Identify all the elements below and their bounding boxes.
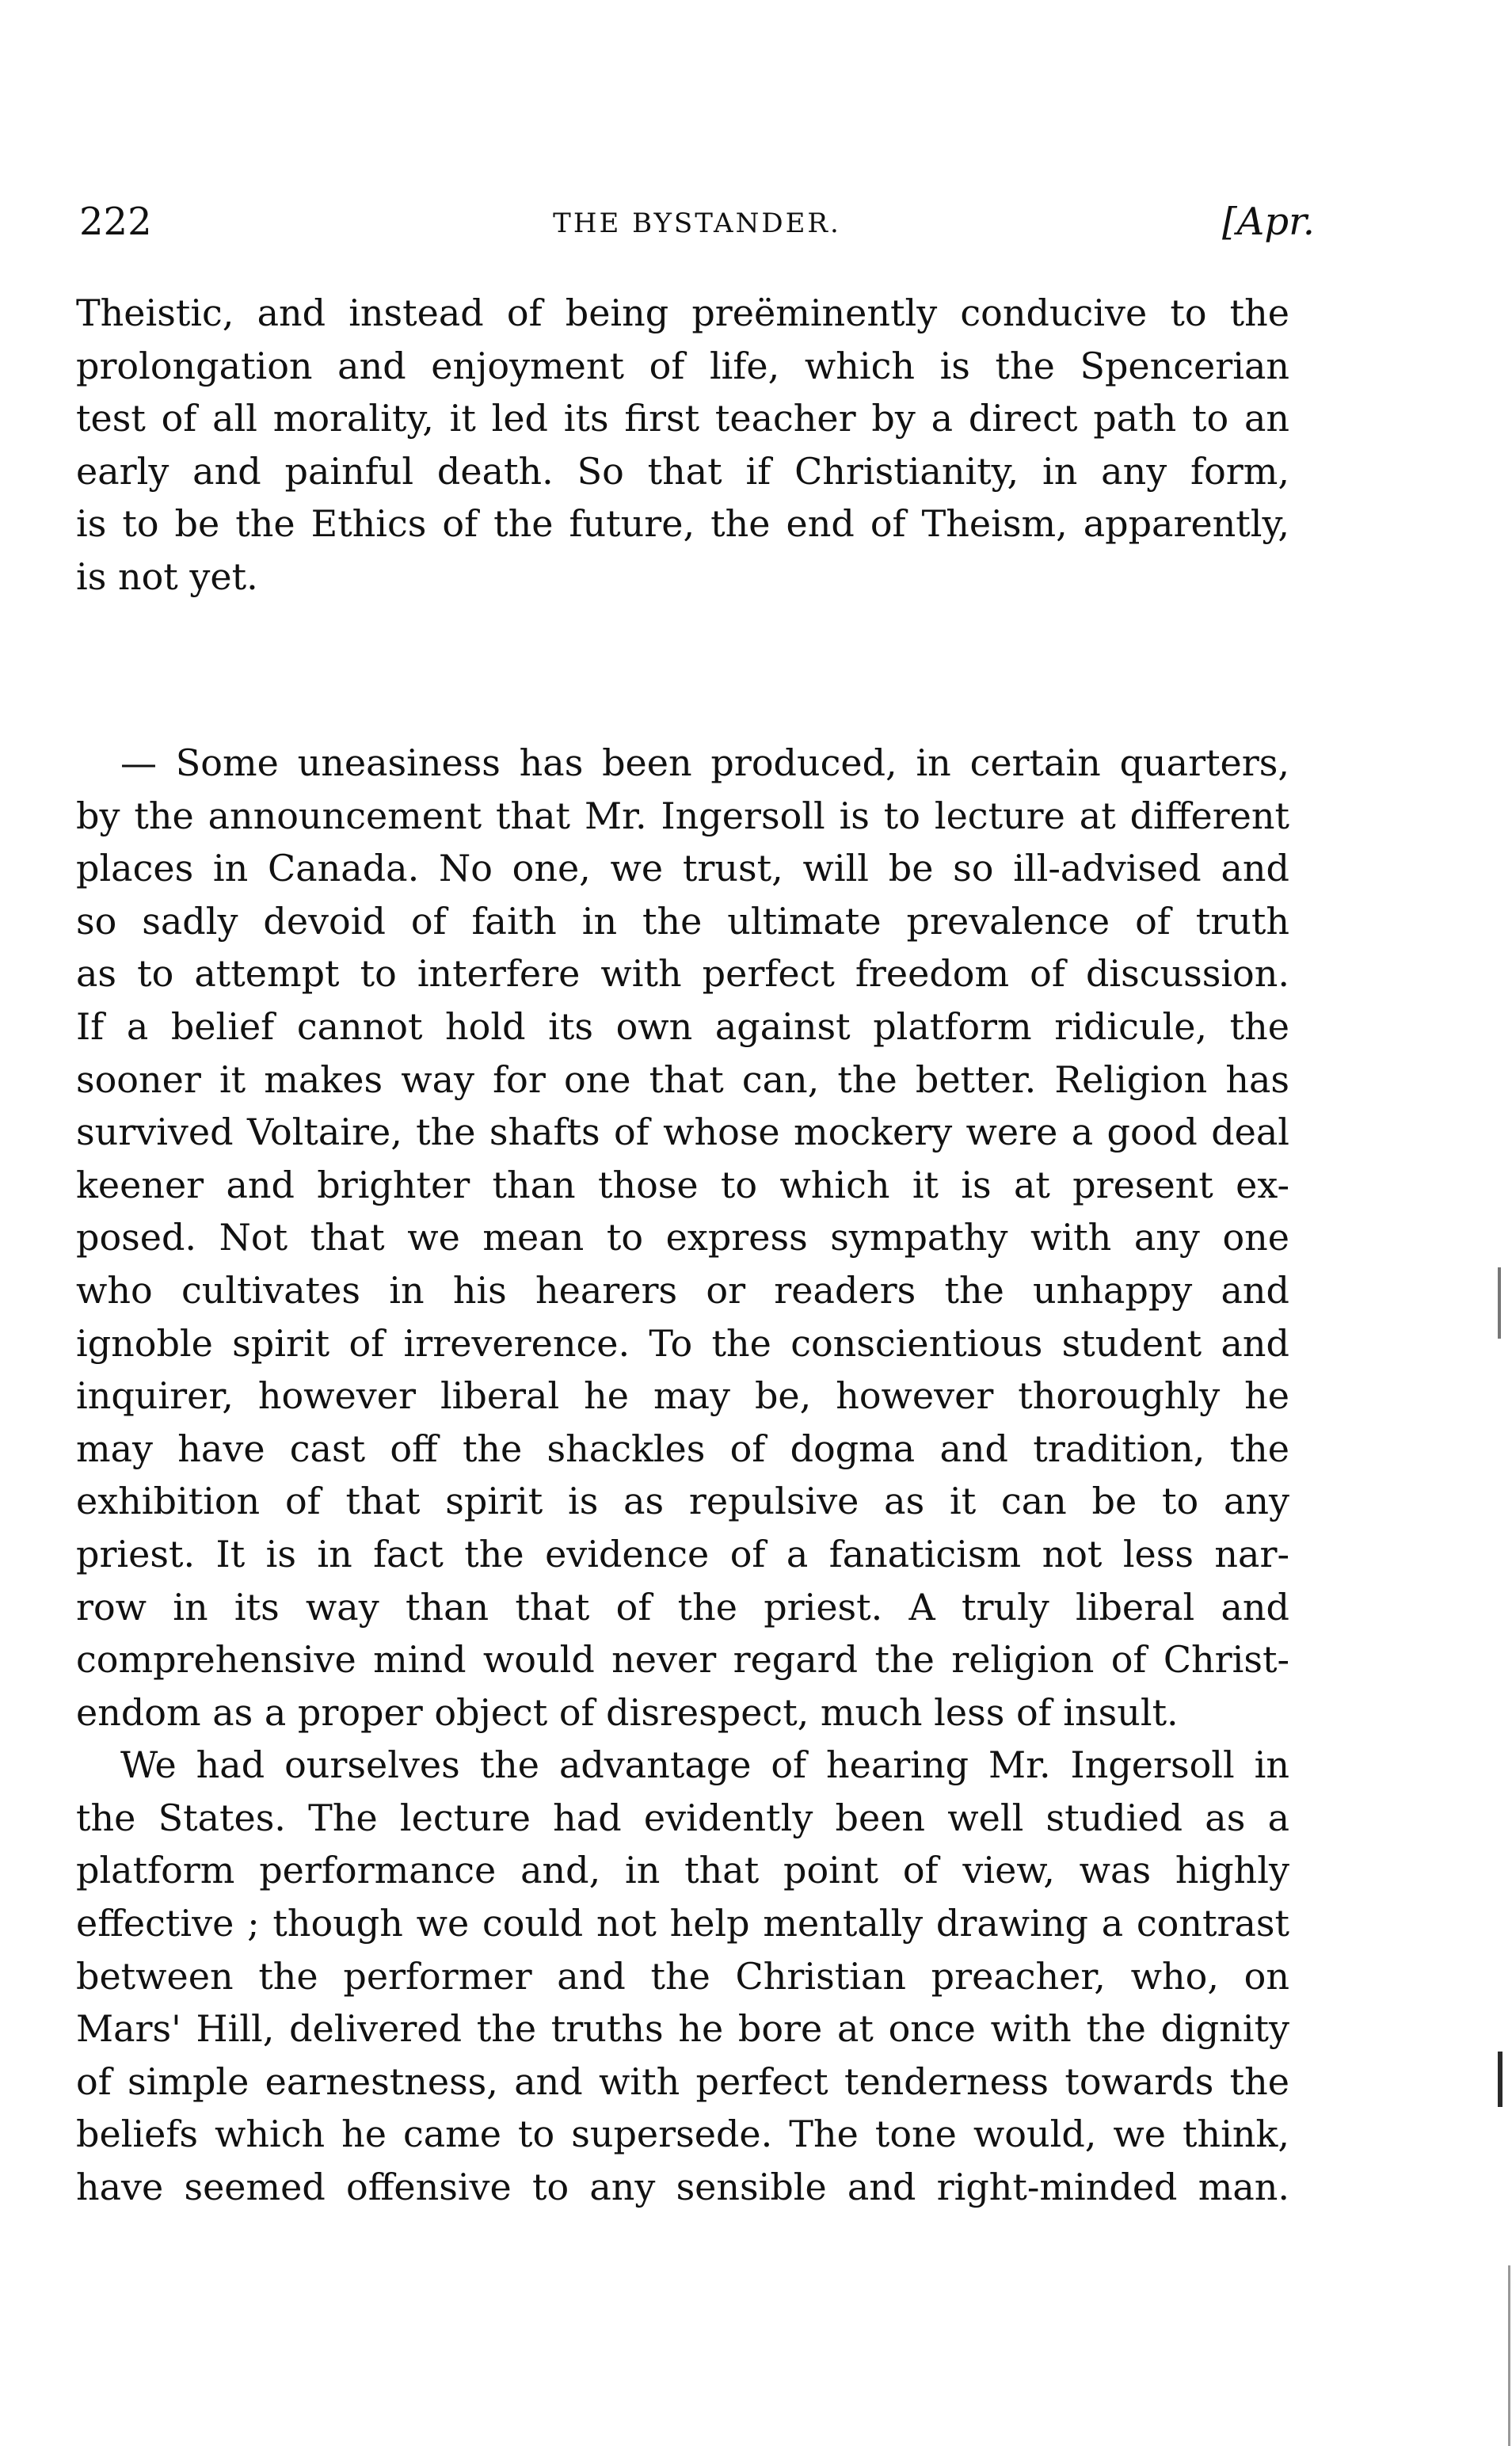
text-line: the States. The lecture had evidently been well studied as a bbox=[76, 1796, 1289, 1839]
text-line: We had ourselves the advantage of hearing Mr. Ingersoll in bbox=[120, 1743, 1289, 1787]
text-line: sooner it makes way for one that can, the better. Religion has bbox=[76, 1057, 1289, 1101]
paragraph-ingersoll-lecture bbox=[76, 737, 1289, 1739]
text-line: may have cast off the shackles of dogma and tradition, the bbox=[76, 1427, 1289, 1470]
text-line: beliefs which he came to supersede. The tone would, we think, bbox=[76, 2113, 1289, 2156]
text-line: keener and brighter than those to which it is at present ex- bbox=[76, 1163, 1289, 1206]
page-number: 222 bbox=[79, 200, 152, 244]
text-line: — Some uneasiness has been produced, in certain quarters, bbox=[120, 741, 1289, 784]
text-line: platform performance and, in that point of view, was highly bbox=[76, 1849, 1289, 1892]
text-line: Theistic, and instead of being preëminently conducive to the bbox=[76, 291, 1289, 334]
text-line: ignoble spirit of irreverence. To the conscientious student and bbox=[76, 1321, 1289, 1365]
text-line: exhibition of that spirit is as repulsive as it can be to any bbox=[76, 1480, 1289, 1523]
journal-title: THE BYSTANDER. bbox=[553, 208, 841, 239]
text-line: so sadly devoid of faith in the ultimate prevalence of truth bbox=[76, 899, 1289, 943]
text-line: is not yet. bbox=[76, 554, 258, 598]
text-block-top bbox=[76, 287, 1289, 604]
text-line: have seemed offensive to any sensible and right-minded man. bbox=[76, 2166, 1289, 2209]
scan-margin-mark bbox=[1498, 1267, 1501, 1339]
text-line: prolongation and enjoyment of life, which is the Spencerian bbox=[76, 344, 1289, 387]
text-line: If a belief cannot hold its own against platform ridicule, the bbox=[76, 1004, 1289, 1048]
text-line: early and painful death. So that if Christianity, in any form, bbox=[76, 449, 1289, 493]
text-line: priest. It is in fact the evidence of a fanaticism not less nar- bbox=[76, 1532, 1289, 1575]
text-block-ingersoll bbox=[76, 737, 1289, 2214]
text-line: of simple earnestness, and with perfect tenderness towards the bbox=[76, 2059, 1289, 2103]
text-line: posed. Not that we mean to express sympathy with any one bbox=[76, 1216, 1289, 1259]
text-line: places in Canada. No one, we trust, will be so ill-advised and bbox=[76, 847, 1289, 890]
text-line: endom as a proper object of disrespect, much less of insult. bbox=[76, 1690, 1179, 1734]
text-line: Mars' Hill, delivered the truths he bore at once with the dignity bbox=[76, 2007, 1289, 2051]
text-line: test of all morality, it led its first teacher by a direct path to an bbox=[76, 397, 1289, 440]
running-head bbox=[79, 198, 1315, 261]
paragraph-mars-hill-contrast bbox=[76, 1739, 1289, 2213]
text-line: survived Voltaire, the shafts of whose mockery were a good deal bbox=[76, 1111, 1289, 1154]
text-line: effective ; though we could not help mentally drawing a contrast bbox=[76, 1902, 1289, 1945]
text-line: comprehensive mind would never regard the religion of Christ- bbox=[76, 1638, 1289, 1682]
text-line: by the announcement that Mr. Ingersoll is to lecture at different bbox=[76, 794, 1289, 837]
paragraph-theism-conclusion bbox=[76, 287, 1289, 604]
scan-edge-shadow bbox=[1508, 2265, 1510, 2446]
issue-month: [Apr. bbox=[1221, 200, 1315, 244]
text-line: as to attempt to interfere with perfect freedom of discussion. bbox=[76, 952, 1289, 996]
text-line: row in its way than that of the priest. A truly liberal and bbox=[76, 1585, 1289, 1629]
text-line: who cultivates in his hearers or readers the unhappy and bbox=[76, 1268, 1289, 1312]
text-line: between the performer and the Christian preacher, who, on bbox=[76, 1954, 1289, 1998]
text-line: is to be the Ethics of the future, the end of Theism, apparently, bbox=[76, 502, 1289, 546]
text-line: inquirer, however liberal he may be, however thoroughly he bbox=[76, 1374, 1289, 1418]
scan-margin-mark bbox=[1498, 2052, 1502, 2107]
